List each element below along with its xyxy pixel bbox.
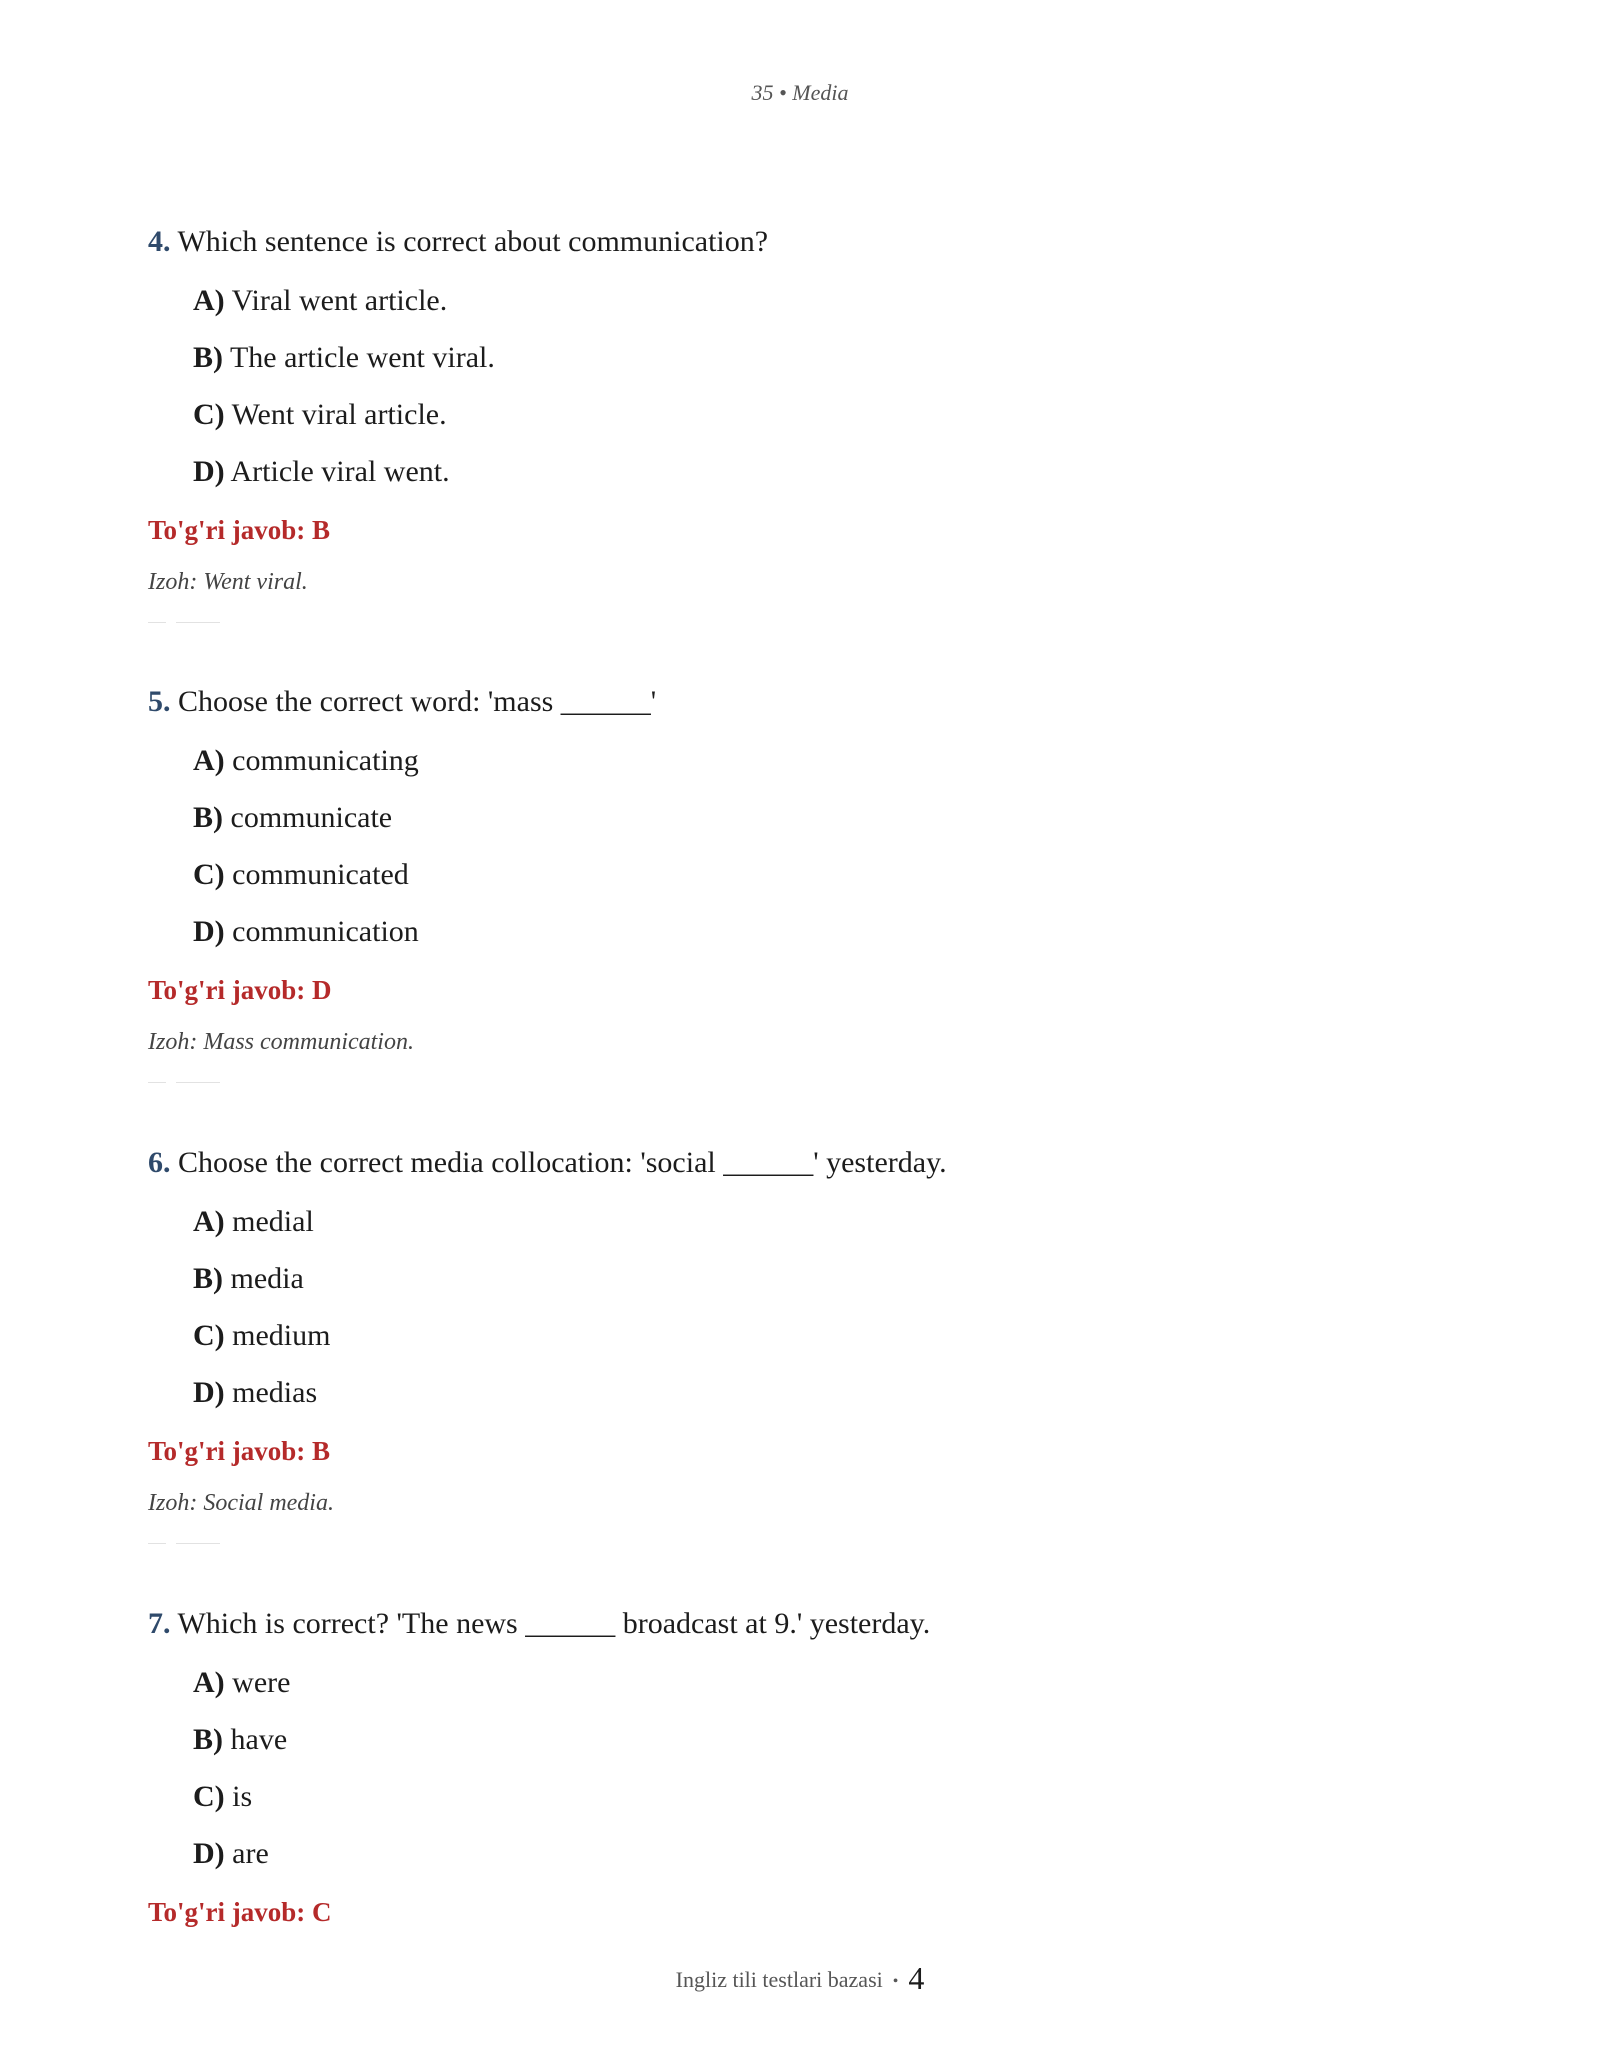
option-text: The article went viral.	[229, 341, 495, 374]
option-text: have	[230, 1723, 288, 1756]
explanation: Izoh: Went viral.	[148, 569, 308, 595]
option-text: communicating	[232, 744, 419, 777]
option-letter: C)	[193, 1319, 225, 1352]
question-5	[148, 682, 1468, 1086]
option-text: media	[230, 1262, 304, 1295]
option-d	[193, 912, 1468, 952]
option-letter: B)	[193, 801, 223, 834]
option-letter: C)	[193, 858, 225, 891]
option-letter: A)	[193, 1666, 225, 1699]
option-letter: A)	[193, 1205, 225, 1238]
divider	[148, 618, 1468, 626]
option-letter: D)	[193, 455, 225, 488]
page-footer	[0, 1960, 1600, 1997]
question-number: 4.	[148, 225, 171, 258]
option-letter: B)	[193, 1262, 223, 1295]
question-6	[148, 1143, 1468, 1547]
option-c	[193, 855, 1468, 895]
option-text: medias	[232, 1376, 318, 1409]
option-text: communicate	[230, 801, 393, 834]
question-text: Choose the correct word: 'mass ______'	[178, 685, 657, 718]
option-text: are	[232, 1837, 269, 1870]
option-letter: B)	[193, 1723, 223, 1756]
option-c	[193, 1316, 1468, 1356]
footer-title: Ingliz tili testlari bazasi	[675, 1967, 883, 1992]
correct-answer: To'g'ri javob: D	[148, 975, 332, 1005]
option-a	[193, 741, 1468, 781]
question-number: 7.	[148, 1607, 171, 1640]
question-stem	[148, 1604, 1468, 1644]
question-text: Which sentence is correct about communication?	[177, 225, 769, 258]
option-d	[193, 452, 1468, 492]
divider	[148, 1078, 1468, 1086]
option-text: were	[232, 1666, 291, 1699]
question-number: 5.	[148, 685, 171, 718]
correct-answer: To'g'ri javob: B	[148, 1436, 331, 1466]
explanation: Izoh: Mass communication.	[148, 1029, 414, 1055]
option-d	[193, 1834, 1468, 1874]
option-a	[193, 1663, 1468, 1703]
question-text: Choose the correct media collocation: 'social ______' yesterday.	[178, 1146, 947, 1179]
running-head: 35 • Media	[751, 80, 849, 105]
question-stem	[148, 1143, 1468, 1183]
explanation: Izoh: Social media.	[148, 1490, 334, 1516]
option-b	[193, 798, 1468, 838]
option-text: is	[232, 1780, 253, 1813]
divider	[148, 1539, 1468, 1547]
option-text: Went viral article.	[231, 398, 447, 431]
option-text: medial	[232, 1205, 314, 1238]
option-text: medium	[232, 1319, 331, 1352]
option-letter: D)	[193, 1376, 225, 1409]
option-c	[193, 1777, 1468, 1817]
question-number: 6.	[148, 1146, 171, 1179]
question-stem	[148, 682, 1468, 722]
page-number: 4	[908, 1960, 925, 1996]
option-letter: D)	[193, 1837, 225, 1870]
option-letter: A)	[193, 284, 225, 317]
footer-separator: •	[892, 1972, 899, 1990]
option-letter: B)	[193, 341, 223, 374]
option-a	[193, 281, 1468, 321]
option-letter: A)	[193, 744, 225, 777]
option-a	[193, 1202, 1468, 1242]
option-b	[193, 338, 1468, 378]
option-d	[193, 1373, 1468, 1413]
question-stem	[148, 222, 1468, 262]
option-text: communicated	[232, 858, 409, 891]
option-letter: D)	[193, 915, 225, 948]
correct-answer: To'g'ri javob: B	[148, 515, 331, 545]
option-text: Viral went article.	[231, 284, 448, 317]
option-b	[193, 1259, 1468, 1299]
option-b	[193, 1720, 1468, 1760]
correct-answer: To'g'ri javob: C	[148, 1897, 332, 1927]
option-text: Article viral went.	[230, 455, 450, 488]
question-4	[148, 222, 1468, 626]
option-letter: C)	[193, 1780, 225, 1813]
option-c	[193, 395, 1468, 435]
option-letter: C)	[193, 398, 225, 431]
option-text: communication	[232, 915, 419, 948]
question-7	[148, 1604, 1468, 1930]
question-text: Which is correct? 'The news ______ broadcast at 9.' yesterday.	[177, 1607, 931, 1640]
